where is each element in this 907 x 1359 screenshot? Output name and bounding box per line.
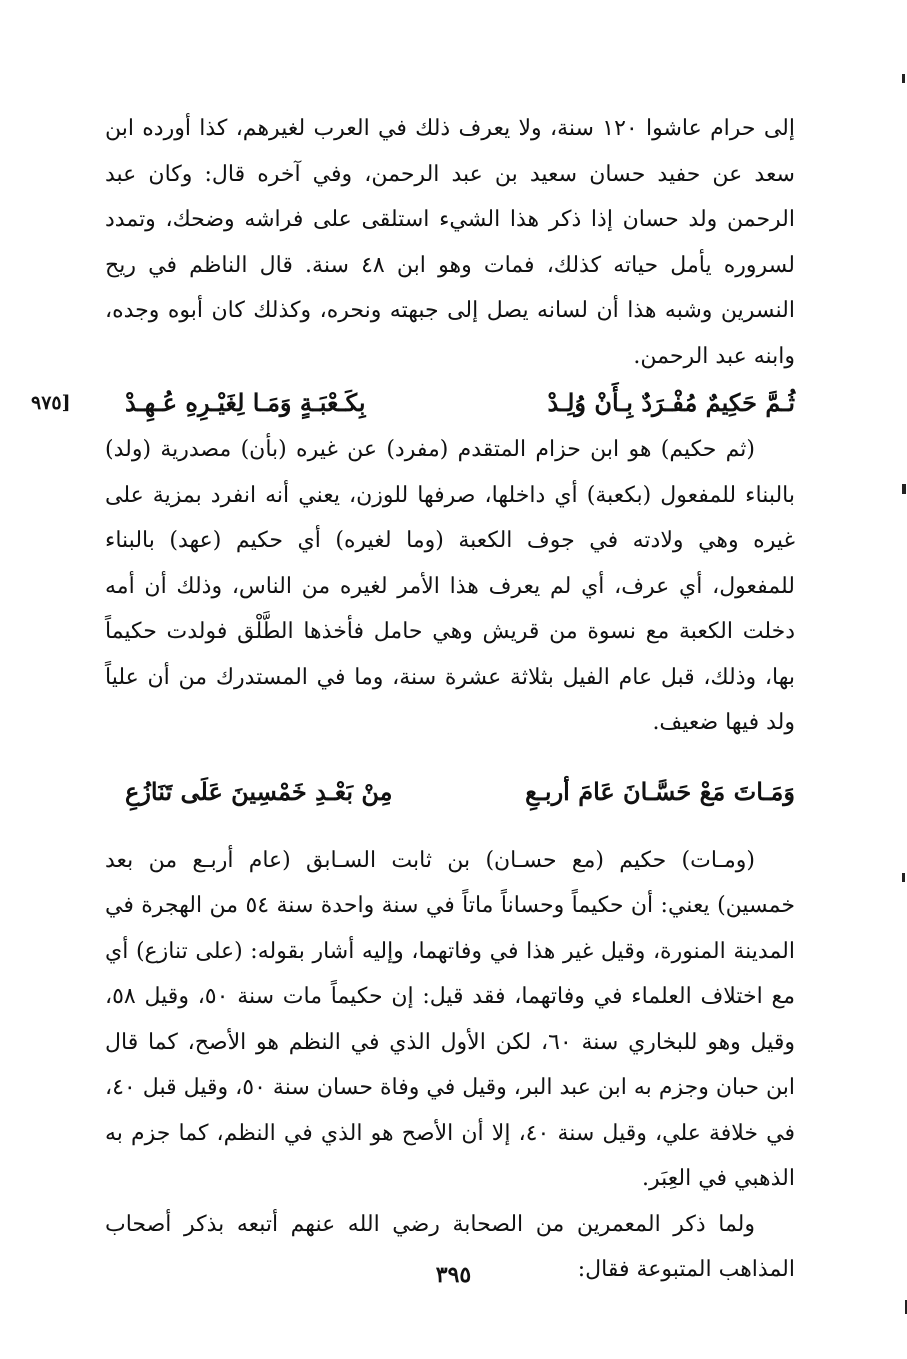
verse-976-second-hemistich: مِنْ بَعْـدِ خَمْسِينَ عَلَى تَنَازُعِ — [125, 776, 393, 806]
commentary-paragraph-1: (ثم حكيم) هو ابن حزام المتقدم (مفرد) عن غيره (بأن) مصدرية (ولد) بالبناء للمفعول (بكعبة) أي داخلها، صرفها للوزن، يعني أنه انفرد بمزية على غيره وهي ولادته في جوف الكعبة (وما لغيره) أي حكيم (عهد) بالبناء للمفعول، أي عرف، أي لم يعرف هذا الأمر لغيره من الناس، وذلك أن أمه دخلت الكعبة مع نسوة من قريش وهي حامل فأخذها الطَّلْق فولدت حكيماً بها، وذلك، قبل عام الفيل بثلاثة عشرة سنة، وما في المستدرك من أن علياً ولد فيها ضعيف. — [105, 437, 795, 735]
verse-975-first-hemistich: ثُـمَّ حَكِيمٌ مُفْـرَدٌ بِـأَنْ وُلِـدْ — [547, 388, 795, 417]
verse-number: [٩٧٥ — [31, 392, 71, 414]
page-body — [31, 106, 796, 1293]
verse-976-first-hemistich: وَمَـاتَ مَعْ حَسَّـانَ عَامَ أربـعِ — [525, 776, 795, 806]
verse-976 — [105, 768, 795, 816]
verse-975 — [31, 379, 795, 427]
margin-mark — [902, 873, 905, 882]
margin-mark — [902, 74, 905, 83]
commentary-paragraph-2: (ومـات) حكيم (مع حسـان) بن ثابت السـابق (عام أربـع من بعد خمسين) يعني: أن حكيماً وحساناً ماتاً في سنة واحدة سنة ٥٤ من الهجرة في المدينة المنورة، وقيل غير هذا في وفاتهما، وإليه أشار بقوله: (على تنازع) أي مع اختلاف العلماء في وفاتهما، فقد قيل: إن حكيماً مات سنة ٥٠، وقيل ٥٨، وقيل وهو للبخاري سنة ٦٠، لكن الأول الذي في النظم هو الأصح، كما قال ابن حبان وجزم به ابن عبد البر، وقيل في وفاة حسان سنة ٥٠، وقيل قبل ٤٠، في خلافة علي، وقيل سنة ٤٠، إلا أن الأصح هو الذي في النظم، كما جزم به الذهبي في العِبَر. — [105, 847, 796, 1191]
closing-paragraph: ولما ذكر المعمرين من الصحابة رضي الله عنهم أتبعه بذكر أصحاب المذاهب المتبوعة فقال: — [105, 1211, 795, 1282]
margin-mark — [902, 484, 906, 494]
verse-975-second-hemistich: بِكَـعْبَـةٍ وَمَـا لِغَيْـرِهِ عُـهِـدْ — [125, 388, 366, 417]
page-number: ٣٩٥ — [435, 1262, 472, 1288]
intro-paragraph: إلى حرام عاشوا ١٢٠ سنة، ولا يعرف ذلك في العرب لغيرهم، كذا أورده ابن سعد عن حفيد حسان سعيد بن عبد الرحمن، وفي آخره قال: وكان عبد الرحمن ولد حسان إذا ذكر هذا الشيء استلقى على فراشه وضحك، وتمدد لسروره يأمل حياته كذلك، فمات وهو ابن ٤٨ سنة. قال الناظم في ريح النسرين وشبه هذا أن لسانه يصل إلى جبهته ونحره، وكذلك كان أبوه وجده، وابنه عبد الرحمن. — [105, 116, 796, 369]
